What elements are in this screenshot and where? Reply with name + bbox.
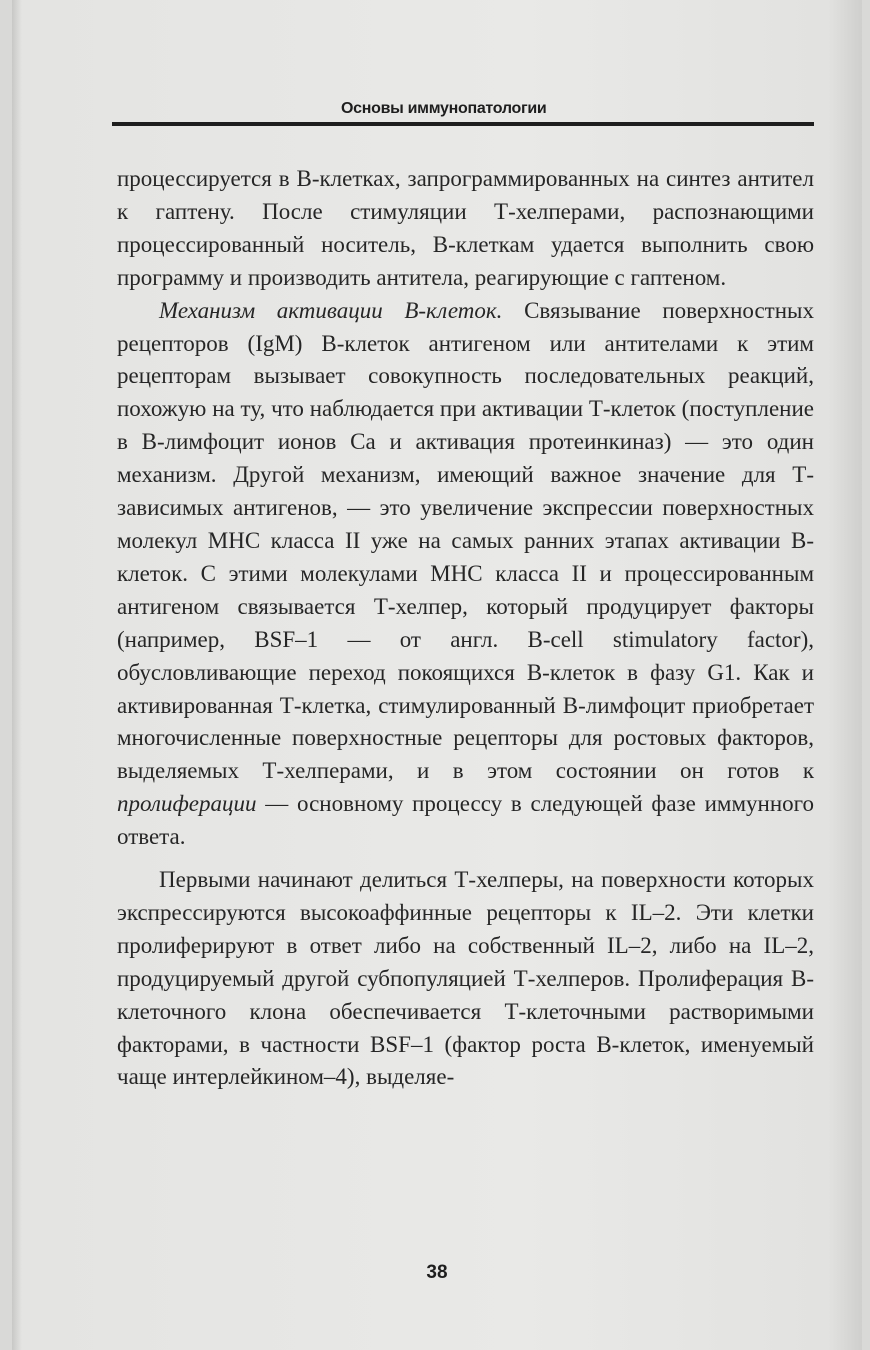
body-text bbox=[117, 163, 814, 1094]
paragraph-2-tail: — основному процессу в следующей фазе иммунного ответа. bbox=[117, 791, 814, 850]
paragraph-2-body: Связывание поверхностных рецепторов (IgM) В-клеток антигеном или антителами к этим рецепторам вызывает совокупность последовательных реакций, похожую на ту, что наблюдается при активации Т-клеток (поступление в В-лимфоцит ионов Са и активация протеинкиназ) — это один механизм. Другой механизм, имеющий важное значение для Т-зависимых антигенов, — это увеличение экспрессии поверхностных молекул МНС класса II уже на самых ранних этапах активации В-клеток. С этими молекулами МНС класса II и процессированным антигеном связывается Т-хелпер, который продуцирует факторы (например, BSF–1 — от англ. B-cell stimulatory factor), обусловливающие переход покоящихся В-клеток в фазу G1. Как и активированная Т-клетка, стимулированный В-лимфоцит приобретает многочисленные поверхностные рецепторы для ростовых факторов, выделяемых Т-хелперами, и в этом состоянии он готов к bbox=[117, 297, 814, 784]
paragraph-2-lead-italic: Механизм активации В-клеток. bbox=[159, 297, 503, 323]
paragraph-3: Первыми начинают делиться Т-хелперы, на поверхности которых экспрессируются высокоаффинные рецепторы к IL–2. Эти клетки пролиферируют в ответ либо на собственный IL–2, либо на IL–2, продуцируемый другой субпопуляцией Т-хелперов. Пролиферация В-клеточного клона обеспечивается Т-клеточными растворимыми факторами, в частности BSF–1 (фактор роста В-клеток, именуемый чаще интерлейкином–4), выделяе- bbox=[117, 867, 814, 1090]
running-header bbox=[112, 100, 814, 126]
paragraph-1: процессируется в В-клетках, запрограммированных на синтез антител к гаптену. После стимуляции Т-хелперами, распознающими процессированный носитель, В-клеткам удается выполнить свою программу и производить антитела, реагирующие с гаптеном. bbox=[117, 166, 814, 290]
running-header-title: Основы иммунопатологии bbox=[341, 100, 547, 117]
book-page bbox=[12, 0, 862, 1350]
paragraph-2 bbox=[117, 295, 814, 854]
paragraph-2-term-italic: пролиферации bbox=[117, 791, 257, 817]
page-number: 38 bbox=[426, 1262, 448, 1283]
